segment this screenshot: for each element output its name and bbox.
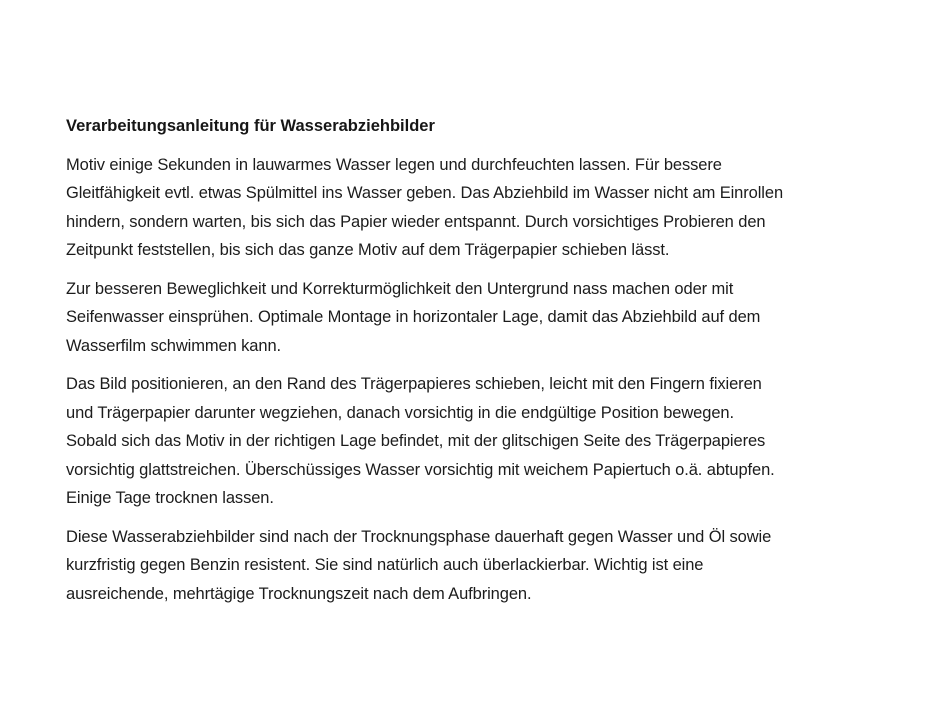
text-line: Einige Tage trocknen lassen. [66, 489, 274, 507]
text-line: Zeitpunkt feststellen, bis sich das ganze Motiv auf dem Trägerpapier schieben lässt. [66, 241, 670, 259]
text-line: Seifenwasser einsprühen. Optimale Montage in horizontaler Lage, damit das Abziehbild auf dem [66, 308, 761, 326]
text-line: kurzfristig gegen Benzin resistent. Sie sind natürlich auch überlackierbar. Wichtig ist eine [66, 556, 704, 574]
text-line: vorsichtig glattstreichen. Überschüssiges Wasser vorsichtig mit weichem Papiertuch o.ä. abtupfen. [66, 460, 775, 479]
text-line: Gleitfähigkeit evtl. etwas Spülmittel ins Wasser geben. Das Abziehbild im Wasser nicht am Einrollen [66, 184, 784, 202]
text-line: Das Bild positionieren, an den Rand des Trägerpapieres schieben, leicht mit den Fingern fixieren [66, 375, 762, 393]
text-line: Wasserfilm schwimmen kann. [66, 336, 282, 355]
paragraph [66, 523, 882, 609]
text-line: ausreichende, mehrtägige Trocknungszeit nach dem Aufbringen. [66, 584, 532, 603]
text-line: und Trägerpapier darunter wegziehen, danach vorsichtig in die endgültige Position bewegen. [66, 403, 734, 422]
paragraph [66, 275, 882, 361]
paragraph [66, 370, 882, 513]
text-line: Sobald sich das Motiv in der richtigen Lage befindet, mit der glitschigen Seite des Trägerpapieres [66, 432, 766, 450]
text-line: Zur besseren Beweglichkeit und Korrekturmöglichkeit den Untergrund nass machen oder mit [66, 279, 734, 298]
paragraph [66, 151, 882, 265]
text-line: hindern, sondern warten, bis sich das Papier wieder entspannt. Durch vorsichtiges Probieren den [66, 212, 766, 231]
document-title: Verarbeitungsanleitung für Wasserabziehbilder [66, 117, 435, 135]
text-line: Diese Wasserabziehbilder sind nach der Trocknungsphase dauerhaft gegen Wasser und Öl sowie [66, 527, 772, 546]
text-line: Motiv einige Sekunden in lauwarmes Wasser legen und durchfeuchten lassen. Für bessere [66, 155, 722, 174]
